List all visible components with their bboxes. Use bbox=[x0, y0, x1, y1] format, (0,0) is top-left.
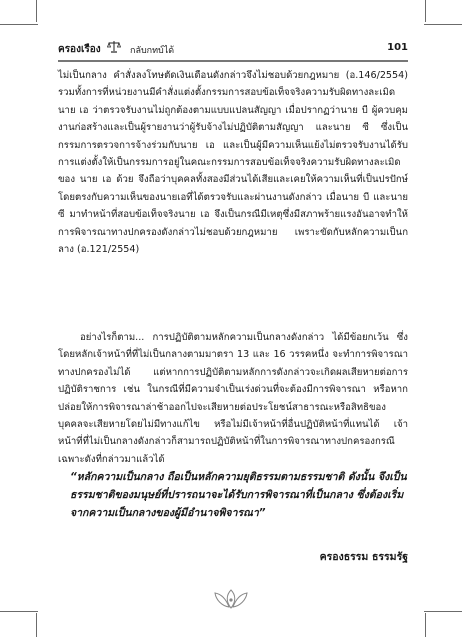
crop-mark bbox=[0, 24, 38, 25]
scales-of-justice-icon bbox=[107, 40, 121, 53]
crop-mark bbox=[36, 613, 37, 637]
header-divider bbox=[58, 60, 408, 62]
crop-mark bbox=[425, 0, 426, 22]
floral-ornament-icon bbox=[211, 588, 251, 610]
crop-mark bbox=[36, 0, 37, 22]
author-signature: ครองธรรม ธรรมรัฐ bbox=[319, 551, 408, 563]
crop-mark bbox=[424, 24, 462, 25]
body-paragraph-2: อย่างไรก็ตาม... การปฏิบัติตามหลักความเป็นกลางดังกล่าว ได้มีข้อยกเว้น ซึ่งโดยหลักเจ้าหน้าที่ที่ไม่เป็นกลางตามมาตรา 13 และ 16 วรรคหนึ่ง จะทำการพิจารณาทางปกครองไม่ได้ แต่หากการปฏิบัติตามหลักการดังกล่าวจะเกิดผลเสียหายต่อการปฏิบัติราชการ เช่น ในกรณีที่มีความจำเป็นเร่งด่วนที่จะต้องมีการพิจารณา หรือหากปล่อยให้การพิจารณาล่าช้าออกไปจะเสียหายต่อประโยชน์สาธารณะหรือสิทธิของบุคคลจะเสียหายโดยไม่มีทางแก้ไข หรือไม่มีเจ้าหน้าที่อื่นปฏิบัติหน้าที่แทนได้ เจ้าหน้าที่ที่ไม่เป็นกลางดังกล่าวก็สามารถปฏิบัติหน้าที่ในการพิจารณาทางปกครองกรณีเฉพาะดังที่กล่าวมาแล้วได้ bbox=[58, 332, 408, 465]
crop-mark bbox=[0, 611, 38, 612]
page-number: 101 bbox=[387, 42, 408, 53]
crop-mark bbox=[424, 611, 462, 612]
pull-quote: “หลักความเป็นกลาง ถือเป็นหลักความยุติธรรมตามธรรมชาติ ดังนั้น จึงเป็นธรรมชาติของมนุษย์ที่ปรารถนาจะได้รับการพิจารณาที่เป็นกลาง ซึ่งต้องเริ่มจากความเป็นกลางของผู้มีอำนาจพิจารณา” bbox=[70, 471, 407, 519]
brand-title: ครองเรือง bbox=[58, 44, 101, 55]
page-header bbox=[58, 42, 408, 58]
crop-mark bbox=[425, 613, 426, 637]
section-title: กลับกทบ์ได้ bbox=[130, 46, 175, 56]
body-paragraph-1: ไม่เป็นกลาง คำสั่งลงโทษตัดเงินเดือนดังกล่าวจึงไม่ชอบด้วยกฎหมาย (อ.146/2554) รวมทั้งการที่หน่วยงานมีคำสั่งแต่งตั้งกรรมการสอบข้อเท็จจริงความรับผิดทางละเมิดนาย เอ ว่าตรวจรับงานไม่ถูกต้องตามแบบแปลนสัญญา เมื่อปรากฏว่านาย บี ผู้ควบคุมงานก่อสร้างและเป็นผู้รายงานว่าผู้รับจ้างไม่ปฏิบัติตามสัญญา และนาย ซี ซึ่งเป็นกรรมการตรวจการจ้างร่วมกับนาย เอ และเป็นผู้มีความเห็นแย้งไม่ตรวจรับงานได้รับการแต่งตั้งให้เป็นกรรมการอยู่ในคณะกรรมการสอบข้อเท็จจริงความรับผิดทางละเมิดของ นาย เอ ด้วย จึงถือว่าบุคคลทั้งสองมีส่วนได้เสียและเคยให้ความเห็นที่เป็นปรปักษ์โดยตรงกับความเห็นของนายเอที่ได้ตรวจรับและผ่านงานดังกล่าว เมื่อนาย บี และนาย ซี มาทำหน้าที่สอบข้อเท็จจริงนาย เอ จึงเป็นกรณีมีเหตุซึ่งมีสภาพร้ายแรงอันอาจทำให้การพิจารณาทางปกครองดังกล่าวไม่ชอบด้วยกฎหมาย เพราะขัดกับหลักความเป็นกลาง (อ.121/2554) bbox=[58, 70, 408, 256]
